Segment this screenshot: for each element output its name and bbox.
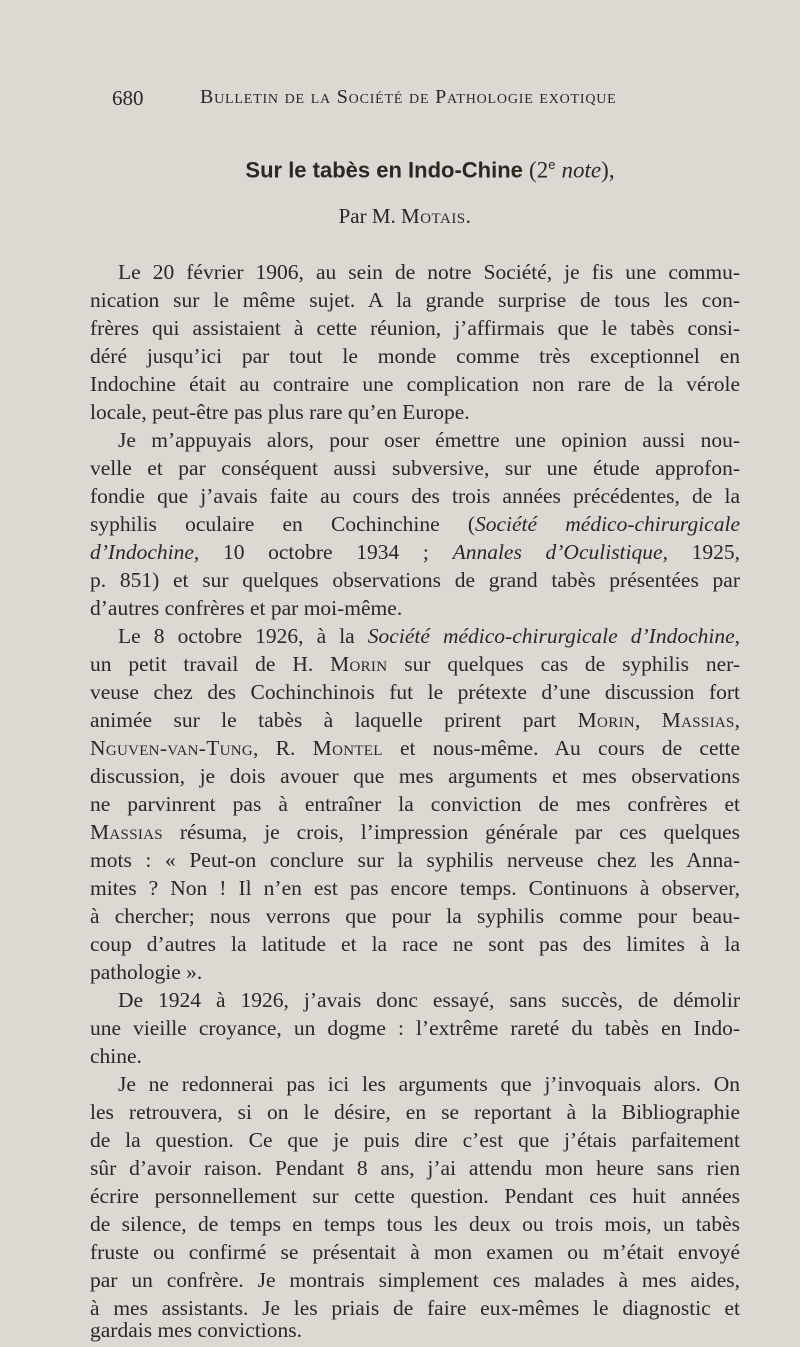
text-line: fruste ou confirmé se présentait à mon examen ou m’était envoyé (90, 1240, 740, 1264)
journal-citation: Société médico-chirurgicale d’Indochine (367, 624, 735, 648)
text-line: Je ne redonnerai pas ici les arguments que j’invoquais alors. On (118, 1072, 740, 1096)
text-line: De 1924 à 1926, j’avais donc essayé, sans succès, de démolir (118, 988, 740, 1012)
text-line (90, 538, 740, 566)
article-author (0, 204, 800, 229)
title-text: Sur le tabès en Indo-Chine (245, 157, 523, 183)
text-run: , R. (253, 736, 313, 760)
text-run: résuma, je crois, l’impression générale par ces quelques (162, 820, 740, 844)
text-run: un petit travail de H. (90, 652, 331, 676)
title-note-word: note (561, 157, 602, 183)
text-run: syphilis oculaire en Cochinchine ( (90, 512, 475, 536)
text-run: , 10 octobre 1934 ; (193, 540, 453, 564)
person-name: Morin (330, 652, 388, 676)
journal-citation: Société médico-chirurgicale (475, 512, 740, 536)
text-line: fondie que j’avais faite au cours des trois années précédentes, de la (90, 484, 740, 508)
author-prefix: Par M. (338, 204, 396, 228)
title-open-paren: ( (529, 157, 537, 183)
person-name: Massias (661, 708, 735, 732)
text-line: veuse chez des Cochinchinois fut le prétexte d’une discussion fort (90, 680, 740, 704)
text-line (90, 734, 740, 762)
text-line: frères qui assistaient à cette réunion, j’affirmais que le tabès consi- (90, 316, 740, 340)
text-line: locale, peut-être pas plus rare qu’en Europe. (90, 400, 470, 424)
text-line: les retrouvera, si on le désire, en se reportant à la Bibliographie (90, 1100, 740, 1124)
text-run: animée sur le tabès à laquelle prirent part (90, 708, 578, 732)
text-line: déré jusqu’ici par tout le monde comme très exceptionnel en (90, 344, 740, 368)
text-line: une vieille croyance, un dogme : l’extrême rareté du tabès en Indo- (90, 1016, 740, 1040)
page-number: 680 (112, 86, 144, 110)
article-title (0, 157, 800, 183)
text-line: discussion, je dois avouer que mes arguments et mes observations (90, 764, 740, 788)
text-line: Je m’appuyais alors, pour oser émettre une opinion aussi nou- (118, 428, 740, 452)
text-line: à mes assistants. Je les priais de faire eux-mêmes le diagnostic et (90, 1296, 740, 1320)
person-name: Nguven-van-Tung (90, 736, 254, 760)
text-line: à chercher; nous verrons que pour la syphilis comme pour beau- (90, 904, 740, 928)
text-line: ne parvinrent pas à entraîner la conviction de mes confrères et (90, 792, 740, 816)
text-line: nication sur le même sujet. A la grande surprise de tous les con- (90, 288, 740, 312)
text-line: p. 851) et sur quelques observations de grand tabès présentées par (90, 568, 740, 592)
text-line: chine. (90, 1044, 142, 1068)
text-line: de la question. Ce que je puis dire c’est que j’étais parfaitement (90, 1128, 740, 1152)
running-head: Bulletin de la Société de Pathologie exotique (200, 86, 617, 108)
text-line: velle et par conséquent aussi subversive, sur une étude approfon- (90, 456, 740, 480)
title-note-number: 2 (536, 157, 549, 183)
author-name: Motais. (401, 204, 472, 228)
text-line (90, 510, 740, 538)
text-line: pathologie ». (90, 960, 203, 984)
text-line: écrire personnellement sur cette question. Pendant ces huit années (90, 1184, 740, 1208)
text-line (90, 706, 740, 734)
person-name: Massias (90, 820, 163, 844)
text-line: coup d’autres la latitude et la race ne sont pas des limites à la (90, 932, 740, 956)
text-line (90, 650, 740, 678)
text-line: sûr d’avoir raison. Pendant 8 ans, j’ai attendu mon heure sans rien (90, 1156, 740, 1180)
text-run: , 1925, (662, 540, 740, 564)
text-run: et nous-même. Au cours de cette (382, 736, 740, 760)
text-line: par un confrère. Je montrais simplement ces malades à mes aides, (90, 1268, 740, 1292)
text-line: gardais mes convictions. (90, 1318, 302, 1342)
text-line: mites ? Non ! Il n’en est pas encore temps. Continuons à observer, (90, 876, 740, 900)
text-line (118, 622, 740, 650)
text-run: Le 8 octobre 1926, à la (118, 624, 368, 648)
text-line: d’autres confrères et par moi-même. (90, 596, 403, 620)
text-line: mots : « Peut-on conclure sur la syphilis nerveuse chez les Anna- (90, 848, 740, 872)
text-run: , (634, 708, 662, 732)
title-note-sup: e (548, 157, 556, 172)
text-run: , (734, 708, 741, 732)
text-line: Le 20 février 1906, au sein de notre Société, je fis une commu- (118, 260, 740, 284)
text-run: , (734, 624, 741, 648)
page-header (112, 86, 672, 116)
text-line: Indochine était au contraire une complication non rare de la vérole (90, 372, 740, 396)
text-run: sur quelques cas de syphilis ner- (387, 652, 740, 676)
journal-citation: Annales d’Oculistique (452, 540, 663, 564)
journal-citation: d’Indochine (90, 540, 194, 564)
person-name: Montel (312, 736, 383, 760)
person-name: Morin (577, 708, 635, 732)
text-line (90, 818, 740, 846)
text-line: de silence, de temps en temps tous les deux ou trois mois, un tabès (90, 1212, 740, 1236)
title-close: ), (601, 157, 615, 183)
